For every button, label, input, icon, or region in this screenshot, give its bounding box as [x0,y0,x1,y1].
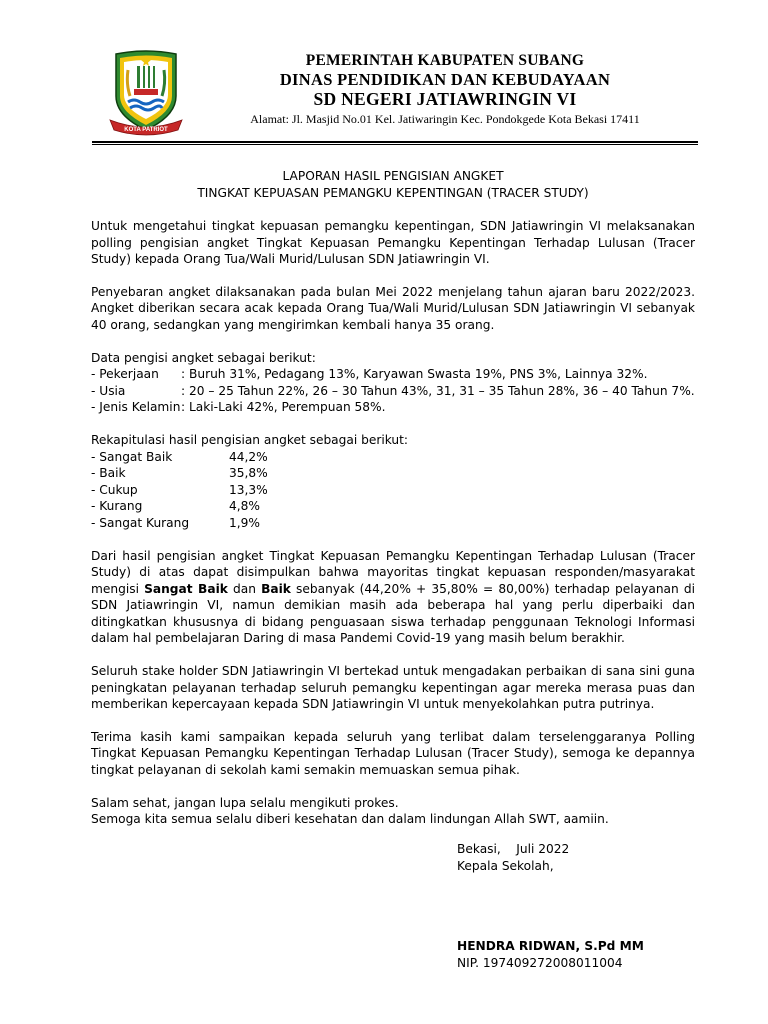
recap-row [91,515,695,532]
report-body [91,168,695,828]
recap-value: 1,9% [229,515,260,530]
recap-row [91,498,695,515]
report-title [91,168,695,201]
signatory [457,938,644,971]
signatory-name: HENDRA RIDWAN, S.Pd MM [457,939,644,953]
letterhead-address: Alamat: Jl. Masjid No.01 Kel. Jatiwaringin Kec. Pondokgede Kota Bekasi 17411 [250,112,640,126]
respondent-row [91,399,695,416]
report-title-line2: TINGKAT KEPUASAN PEMANGKU KEPENTINGAN (TRACER STUDY) [197,185,589,200]
recap-row [91,449,695,466]
respondent-label: - Pekerjaan [91,367,159,382]
recap-label: - Kurang [91,499,143,514]
thanks-paragraph: Terima kasih kami sampaikan kepada seluruh yang terlibat dalam terselenggaranya Polling Tingkat Kepuasan Pemangku Kepentingan Terhadap Lulusan (Tracer Study), semoga ke depannya tingkat pelayanan di sekolah kami semakin memuaskan semua pihak. [91,729,695,778]
conclusion-text: Dari hasil pengisian angket Tingkat Kepuasan Pemangku Kepentingan Terhadap Lulusan (Tracer Study) di atas dapat disimpulkan bahwa mayoritas tingkat kepuasan responden/masyarakat mengisi [91,548,695,596]
recap-label: - Sangat Kurang [91,515,190,530]
respondent-value: : Laki-Laki 42%, Perempuan 58%. [181,400,386,415]
distribution-paragraph: Penyebaran angket dilaksanakan pada bulan Mei 2022 menjelang tahun ajaran baru 2022/2023. Angket diberikan secara acak kepada Orang Tua/Wali Murid/Lulusan SDN Jatiawringin VI sebanyak 40 orang, sedangkan yang mengirimkan kembali hanya 35 orang. [91,284,695,332]
conclusion-emphasis: Baik [261,581,291,596]
signature-position: Kepala Sekolah, [457,858,554,873]
respondent-row [91,366,695,383]
closing-line: Salam sehat, jangan lupa selalu mengikuti prokes. [91,795,399,810]
respondents-heading: Data pengisi angket sebagai berikut: [91,350,316,365]
conclusion-text: dan [227,581,262,596]
signature-place-date: Bekasi, Juli 2022 [457,842,570,856]
recap-value: 4,8% [229,499,260,514]
letterhead-divider [92,141,698,143]
respondent-row [91,383,695,400]
closing-line: Semoga kita semua selalu diberi kesehatan dan dalam lindungan Allah SWT, aamiin. [91,812,609,827]
recap-row [91,465,695,482]
recap-label: - Baik [91,466,126,481]
recap-heading: Rekapitulasi hasil pengisian angket sebagai berikut: [91,432,409,447]
intro-paragraph: Untuk mengetahui tingkat kepuasan pemangku kepentingan, SDN Jatiawringin VI melaksanakan polling pengisian angket Tingkat Kepuasan Pemangku Kepentingan Terhadap Lulusan (Tracer Study) kepada Orang Tua/Wali Murid/Lulusan SDN Jatiawringin VI. [91,219,695,267]
letterhead-government: PEMERINTAH KABUPATEN SUBANG [305,52,585,69]
recap-value: 13,3% [229,482,268,497]
commitment-paragraph: Seluruh stake holder SDN Jatiawringin VI bertekad untuk mengadakan perbaikan di sana sini guna peningkatan pelayanan terhadap seluruh pemangku kepentingan agar mereka merasa puas dan memberikan kepercayaan kepada SDN Jatiawringin VI untuk menyekolahkan putra putrinya. [91,664,695,712]
letterhead [230,51,660,128]
recap-label: - Sangat Baik [91,449,173,464]
city-emblem-icon [108,50,184,136]
conclusion-text: sebanyak (44,20% + 35,80% = 80,00%) terhadap pelayanan di SDN Jatiawringin VI, namun demikian masih ada beberapa hal yang perlu diperbaiki dan ditingkatkan khususnya di bidang penguasaan siswa terhadap penggunaan Teknologi Informasi dalam hal pembelajaran Daring di masa Pandemi Covid-19 yang masih belum berakhir. [91,581,695,646]
report-title-line1: LAPORAN HASIL PENGISIAN ANGKET [282,169,504,183]
letterhead-school: SD NEGERI JATIAWRINGIN VI [313,89,577,109]
letterhead-department: DINAS PENDIDIKAN DAN KEBUDAYAAN [279,70,611,89]
logo-ribbon-text: KOTA PATRIOT [124,127,168,133]
conclusion-emphasis: Sangat Baik [144,581,228,596]
recap-value: 44,2% [229,449,268,464]
respondent-value: : Buruh 31%, Pedagang 13%, Karyawan Swasta 19%, PNS 3%, Lainnya 32%. [181,367,648,382]
recap-value: 35,8% [229,466,268,481]
respondent-label: - Jenis Kelamin [91,400,181,415]
signature-block [457,841,569,874]
conclusion-paragraph [91,548,695,648]
recap-row [91,482,695,499]
signatory-nip: NIP. 197409272008011004 [457,955,623,970]
letterhead-divider-thin [92,144,698,145]
recap-label: - Cukup [91,482,138,497]
respondent-value: : 20 – 25 Tahun 22%, 26 – 30 Tahun 43%, 31, 31 – 35 Tahun 28%, 36 – 40 Tahun 7%. [181,383,695,398]
respondent-label: - Usia [91,383,126,398]
